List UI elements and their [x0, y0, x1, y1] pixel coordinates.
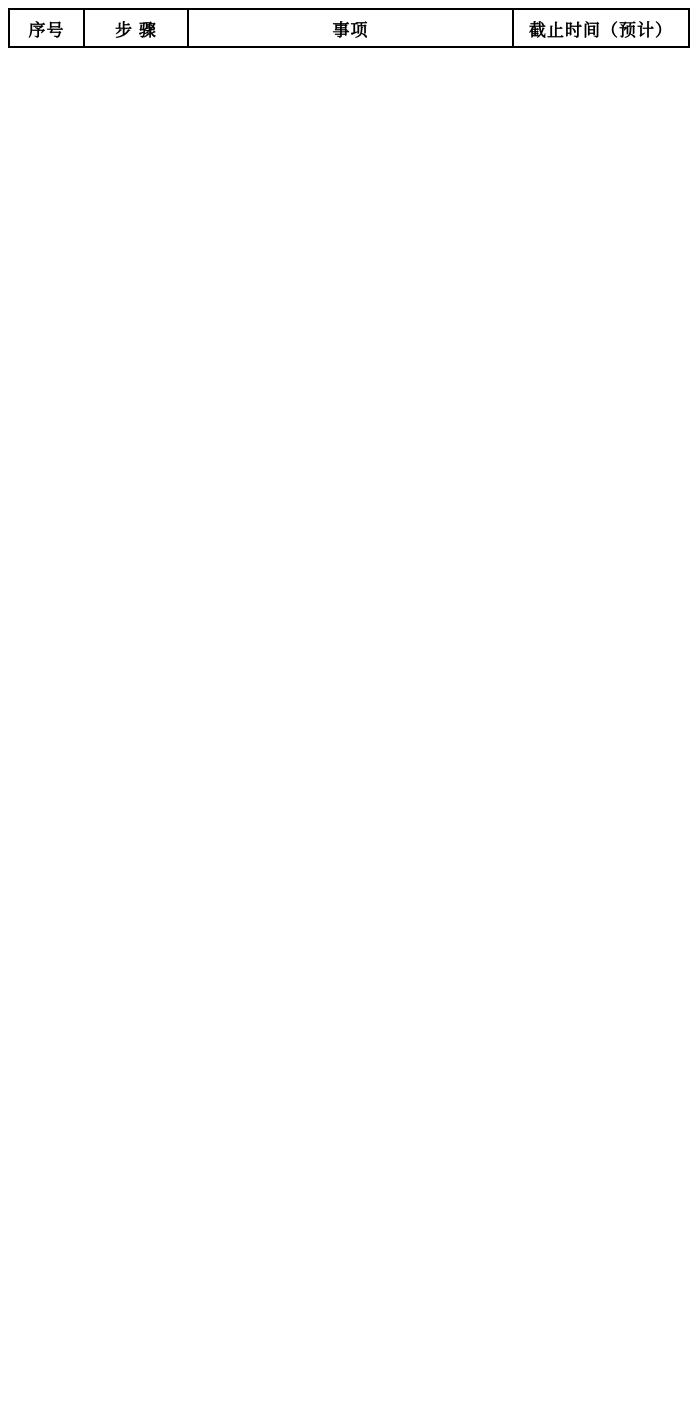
- header-step: 步 骤: [84, 9, 188, 47]
- header-no: 序号: [9, 9, 84, 47]
- header-items: 事项: [188, 9, 513, 47]
- header-deadline: 截止时间（预计）: [513, 9, 689, 47]
- table-header: [9, 9, 689, 47]
- header-row: [9, 9, 689, 47]
- bidding-schedule-table: [8, 8, 690, 48]
